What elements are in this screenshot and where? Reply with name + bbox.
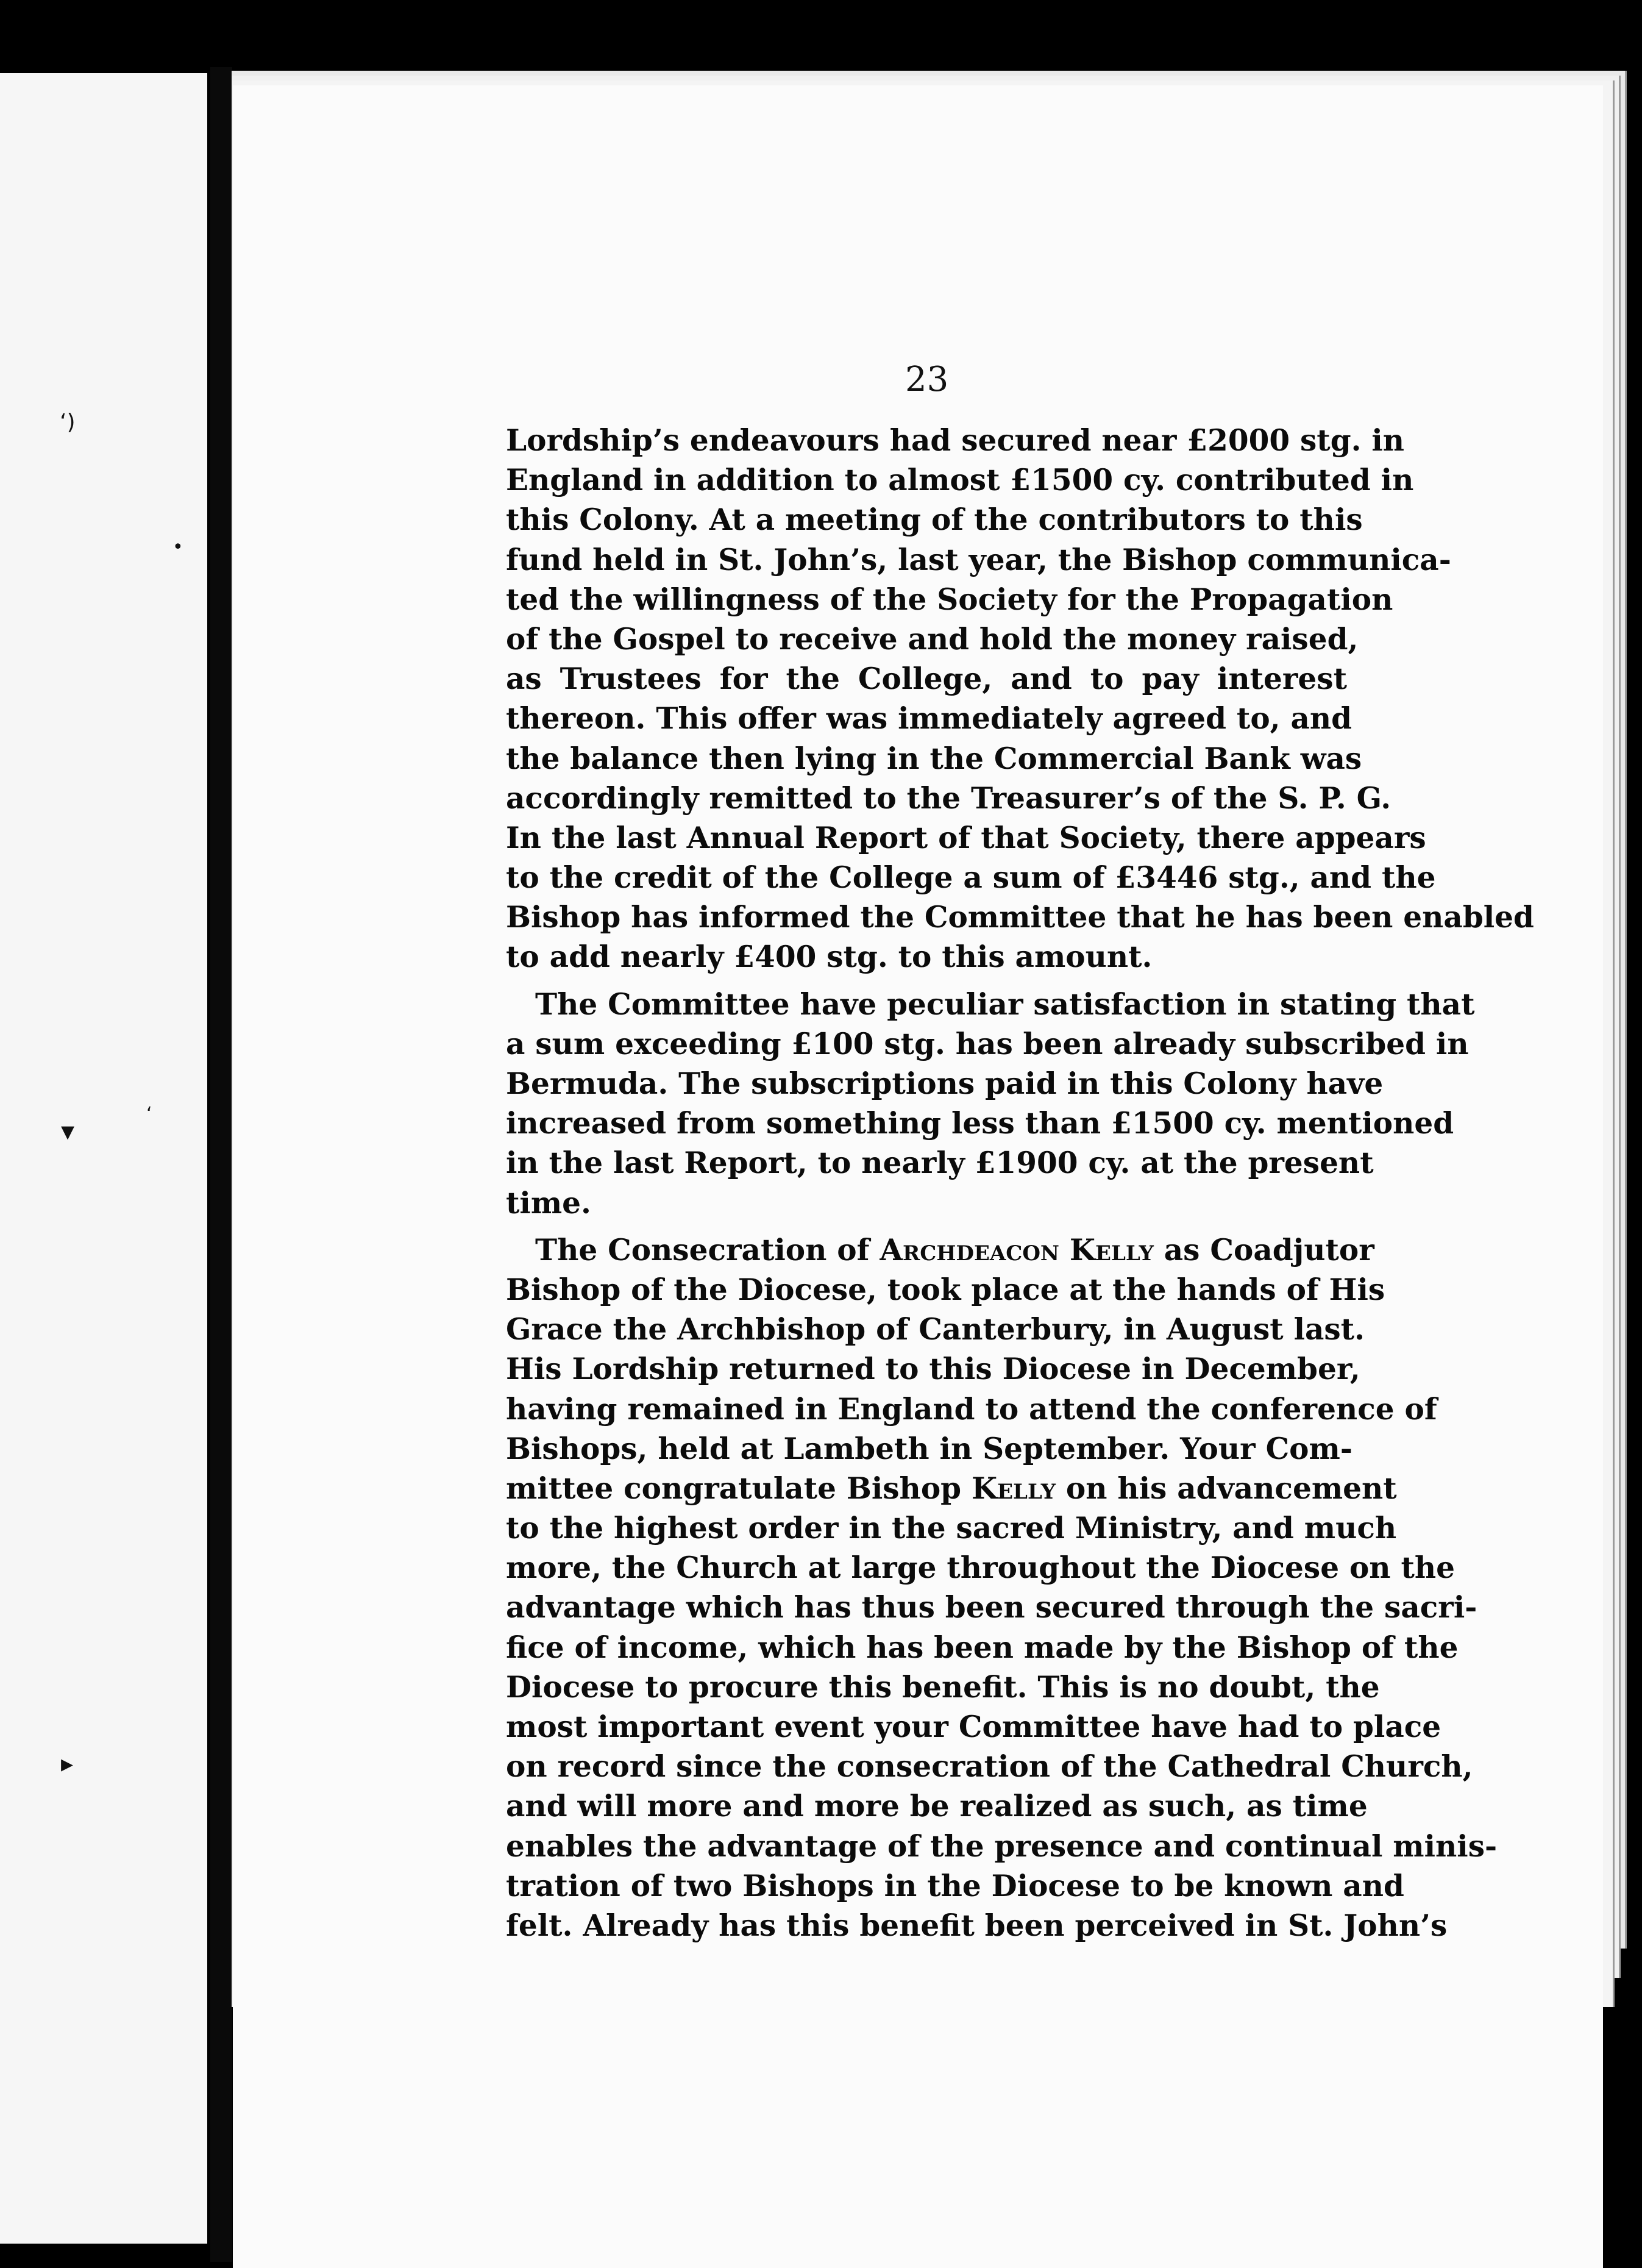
- text-line: ted the willingness of the Society for the Propagation: [506, 582, 1393, 617]
- text-line: Lordship’s endeavours had secured near £2000 stg. in: [506, 423, 1405, 458]
- text-line: in the last Report, to nearly £1900 cy. at the present: [506, 1146, 1374, 1181]
- text-line: Bishop has informed the Committee that he has been enabled: [506, 900, 1534, 935]
- margin-mark: ▸: [61, 1750, 74, 1778]
- text-line: the balance then lying in the Commercial Bank was: [506, 741, 1362, 776]
- text-line: of the Gospel to receive and hold the money raised,: [506, 621, 1359, 657]
- text-line: Bishop of the Diocese, took place at the hands of His: [506, 1272, 1385, 1307]
- text-line: felt. Already has this benefit been perceived in St. John’s: [506, 1908, 1448, 1943]
- text-line: increased from something less than £1500 cy. mentioned: [506, 1106, 1454, 1141]
- person-name: Archdeacon Kelly: [880, 1232, 1154, 1268]
- text-line: most important event your Committee have had to place: [506, 1710, 1441, 1744]
- text-line: time.: [506, 1185, 591, 1221]
- margin-mark: ‘: [146, 1104, 152, 1125]
- text-line: The Committee have peculiar satisfaction in stating that: [535, 986, 1475, 1022]
- text-line: Bishops, held at Lambeth in September. Your Com-: [506, 1431, 1352, 1466]
- text-line: accordingly remitted to the Treasurer’s of the S. P. G.: [506, 780, 1391, 816]
- text-fragment: The Consecration of: [535, 1232, 880, 1268]
- text-line: Grace the Archbishop of Canterbury, in August last.: [506, 1312, 1365, 1347]
- text-line: enables the advantage of the presence and continual minis-: [506, 1828, 1498, 1864]
- text-line: having remained in England to attend the conference of: [506, 1391, 1437, 1427]
- page-number: 23: [905, 360, 949, 399]
- text-line: this Colony. At a meeting of the contributors to this: [506, 502, 1363, 538]
- text-line: Diocese to procure this benefit. This is no doubt, the: [506, 1669, 1380, 1705]
- margin-mark: ‘): [60, 410, 76, 435]
- text-line: advantage which has thus been secured through the sacri-: [506, 1590, 1477, 1625]
- text-line: to the highest order in the sacred Ministry, and much: [506, 1511, 1397, 1546]
- text-line: [506, 1469, 1397, 1508]
- text-line: on record since the consecration of the Cathedral Church,: [506, 1749, 1473, 1785]
- text-line: to the credit of the College a sum of £3446 stg., and the: [506, 860, 1436, 896]
- text-line: thereon. This offer was immediately agreed to, and: [506, 701, 1352, 736]
- text-line: more, the Church at large throughout the Diocese on the: [506, 1550, 1455, 1586]
- text-line: fund held in St. John’s, last year, the Bishop communica-: [506, 542, 1451, 577]
- text-line: fice of income, which has been made by the Bishop of the: [506, 1630, 1459, 1665]
- text-line: as Trustees for the College, and to pay interest: [506, 661, 1347, 697]
- text-line: to add nearly £400 stg. to this amount.: [506, 940, 1153, 975]
- text-line: tration of two Bishops in the Diocese to be known and: [506, 1868, 1404, 1903]
- text-line: In the last Annual Report of that Society, there appears: [506, 820, 1426, 855]
- person-name: Kelly: [971, 1471, 1056, 1506]
- margin-mark: ▾: [61, 1116, 75, 1147]
- margin-mark: •: [172, 537, 183, 558]
- text-line: and will more and more be realized as such, as time: [506, 1789, 1368, 1824]
- text-line: His Lordship returned to this Diocese in December,: [506, 1352, 1360, 1387]
- text-line: Bermuda. The subscriptions paid in this Colony have: [506, 1066, 1384, 1101]
- body-text: [506, 421, 1534, 1945]
- page-gutter: [210, 67, 232, 2262]
- text-fragment: as Coadjutor: [1153, 1232, 1374, 1268]
- text-line: a sum exceeding £100 stg. has been already subscribed in: [506, 1026, 1469, 1061]
- text-fragment: on his advancement: [1055, 1471, 1397, 1506]
- text-line: [506, 1230, 1374, 1270]
- text-line: England in addition to almost £1500 cy. contributed in: [506, 463, 1414, 498]
- text-fragment: mittee congratulate Bishop: [506, 1471, 972, 1506]
- left-facing-page: [0, 73, 207, 2244]
